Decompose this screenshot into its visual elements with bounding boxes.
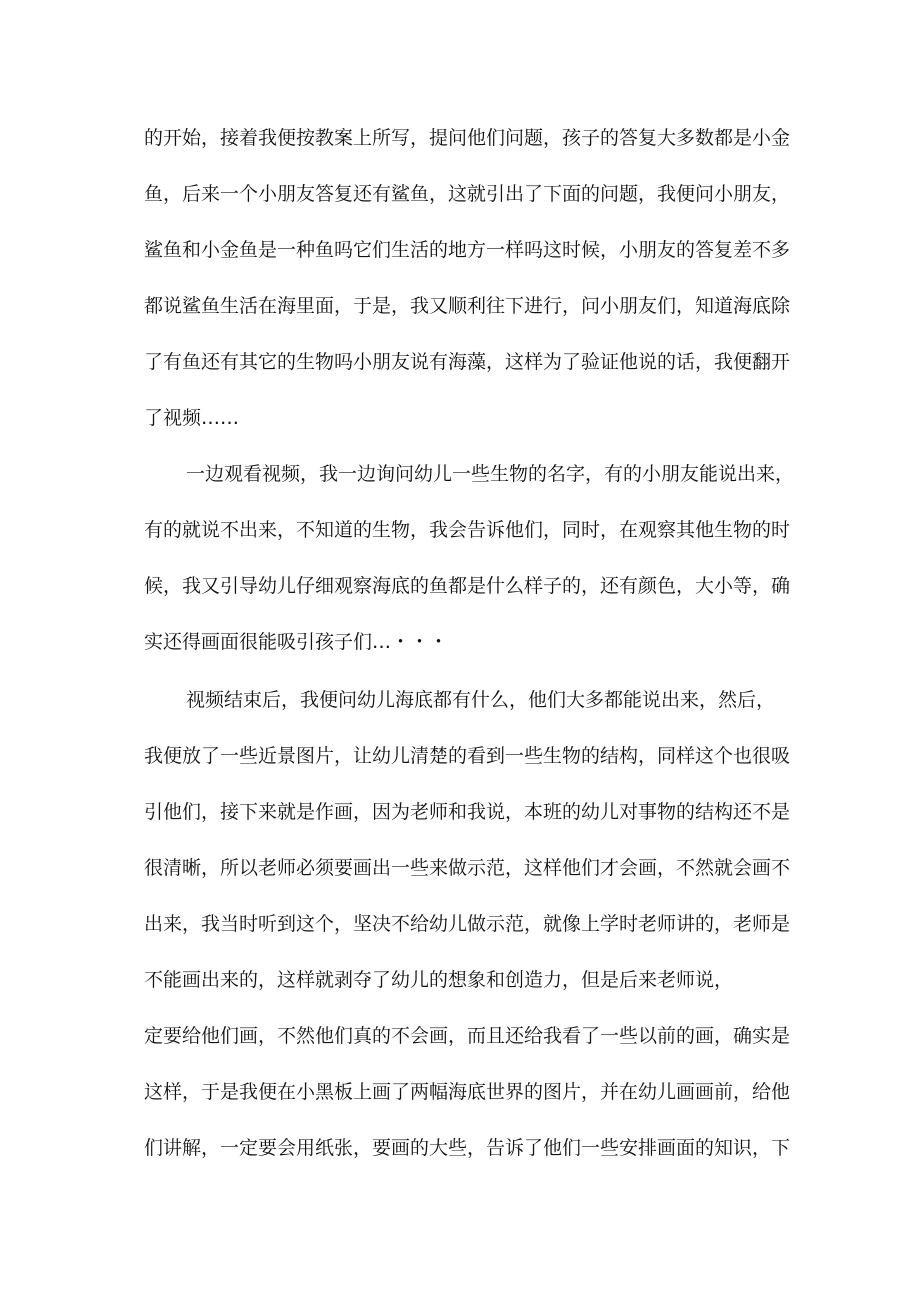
- text-line: 都说鲨鱼生活在海里面，于是，我又顺利往下进行，问小朋友们，知道海底除: [144, 295, 791, 317]
- paragraph-first-line: 一边观看视频，我一边询问幼儿一些生物的名字，有的小朋友能说出来，: [186, 463, 795, 485]
- text-line: 鱼，后来一个小朋友答复还有鲨鱼，这就引出了下面的问题，我便问小朋友，: [144, 183, 791, 205]
- text-line: 不能画出来的，这样就剥夺了幼儿的想象和创造力，但是后来老师说，: [144, 969, 734, 991]
- text-line: 了视频……: [144, 407, 240, 429]
- text-line: 鲨鱼和小金鱼是一种鱼吗它们生活的地方一样吗这时候，小朋友的答复差不多: [144, 239, 791, 261]
- text-line: 出来，我当时听到这个，坚决不给幼儿做示范，就像上学时老师讲的，老师是: [144, 913, 791, 935]
- text-line: 实还得画面很能吸引孩子们…・・・: [144, 631, 449, 653]
- paragraph-first-line: 视频结束后，我便问幼儿海底都有什么，他们大多都能说出来，然后，: [186, 689, 776, 711]
- text-line: 们讲解，一定要会用纸张，要画的大些，告诉了他们一些安排画面的知识，下: [144, 1137, 791, 1159]
- text-line: 引他们，接下来就是作画，因为老师和我说，本班的幼儿对事物的结构还不是: [144, 801, 791, 823]
- text-line: 很清晰，所以老师必须要画出一些来做示范，这样他们才会画，不然就会画不: [144, 857, 791, 879]
- text-line: 定要给他们画，不然他们真的不会画，而且还给我看了一些以前的画，确实是: [144, 1025, 791, 1047]
- text-line: 了有鱼还有其它的生物吗小朋友说有海藻，这样为了验证他说的话，我便翻开: [144, 351, 791, 373]
- text-line: 这样，于是我便在小黑板上画了两幅海底世界的图片，并在幼儿画画前，给他: [144, 1081, 791, 1103]
- text-line: 我便放了一些近景图片，让幼儿清楚的看到一些生物的结构，同样这个也很吸: [144, 745, 791, 767]
- text-line: 有的就说不出来，不知道的生物，我会告诉他们，同时，在观察其他生物的时: [144, 519, 791, 541]
- text-line: 候，我又引导幼儿仔细观察海底的鱼都是什么样子的，还有颜色，大小等，确: [144, 575, 791, 597]
- text-line: 的开始，接着我便按教案上所写，提问他们问题，孩子的答复大多数都是小金: [144, 127, 791, 149]
